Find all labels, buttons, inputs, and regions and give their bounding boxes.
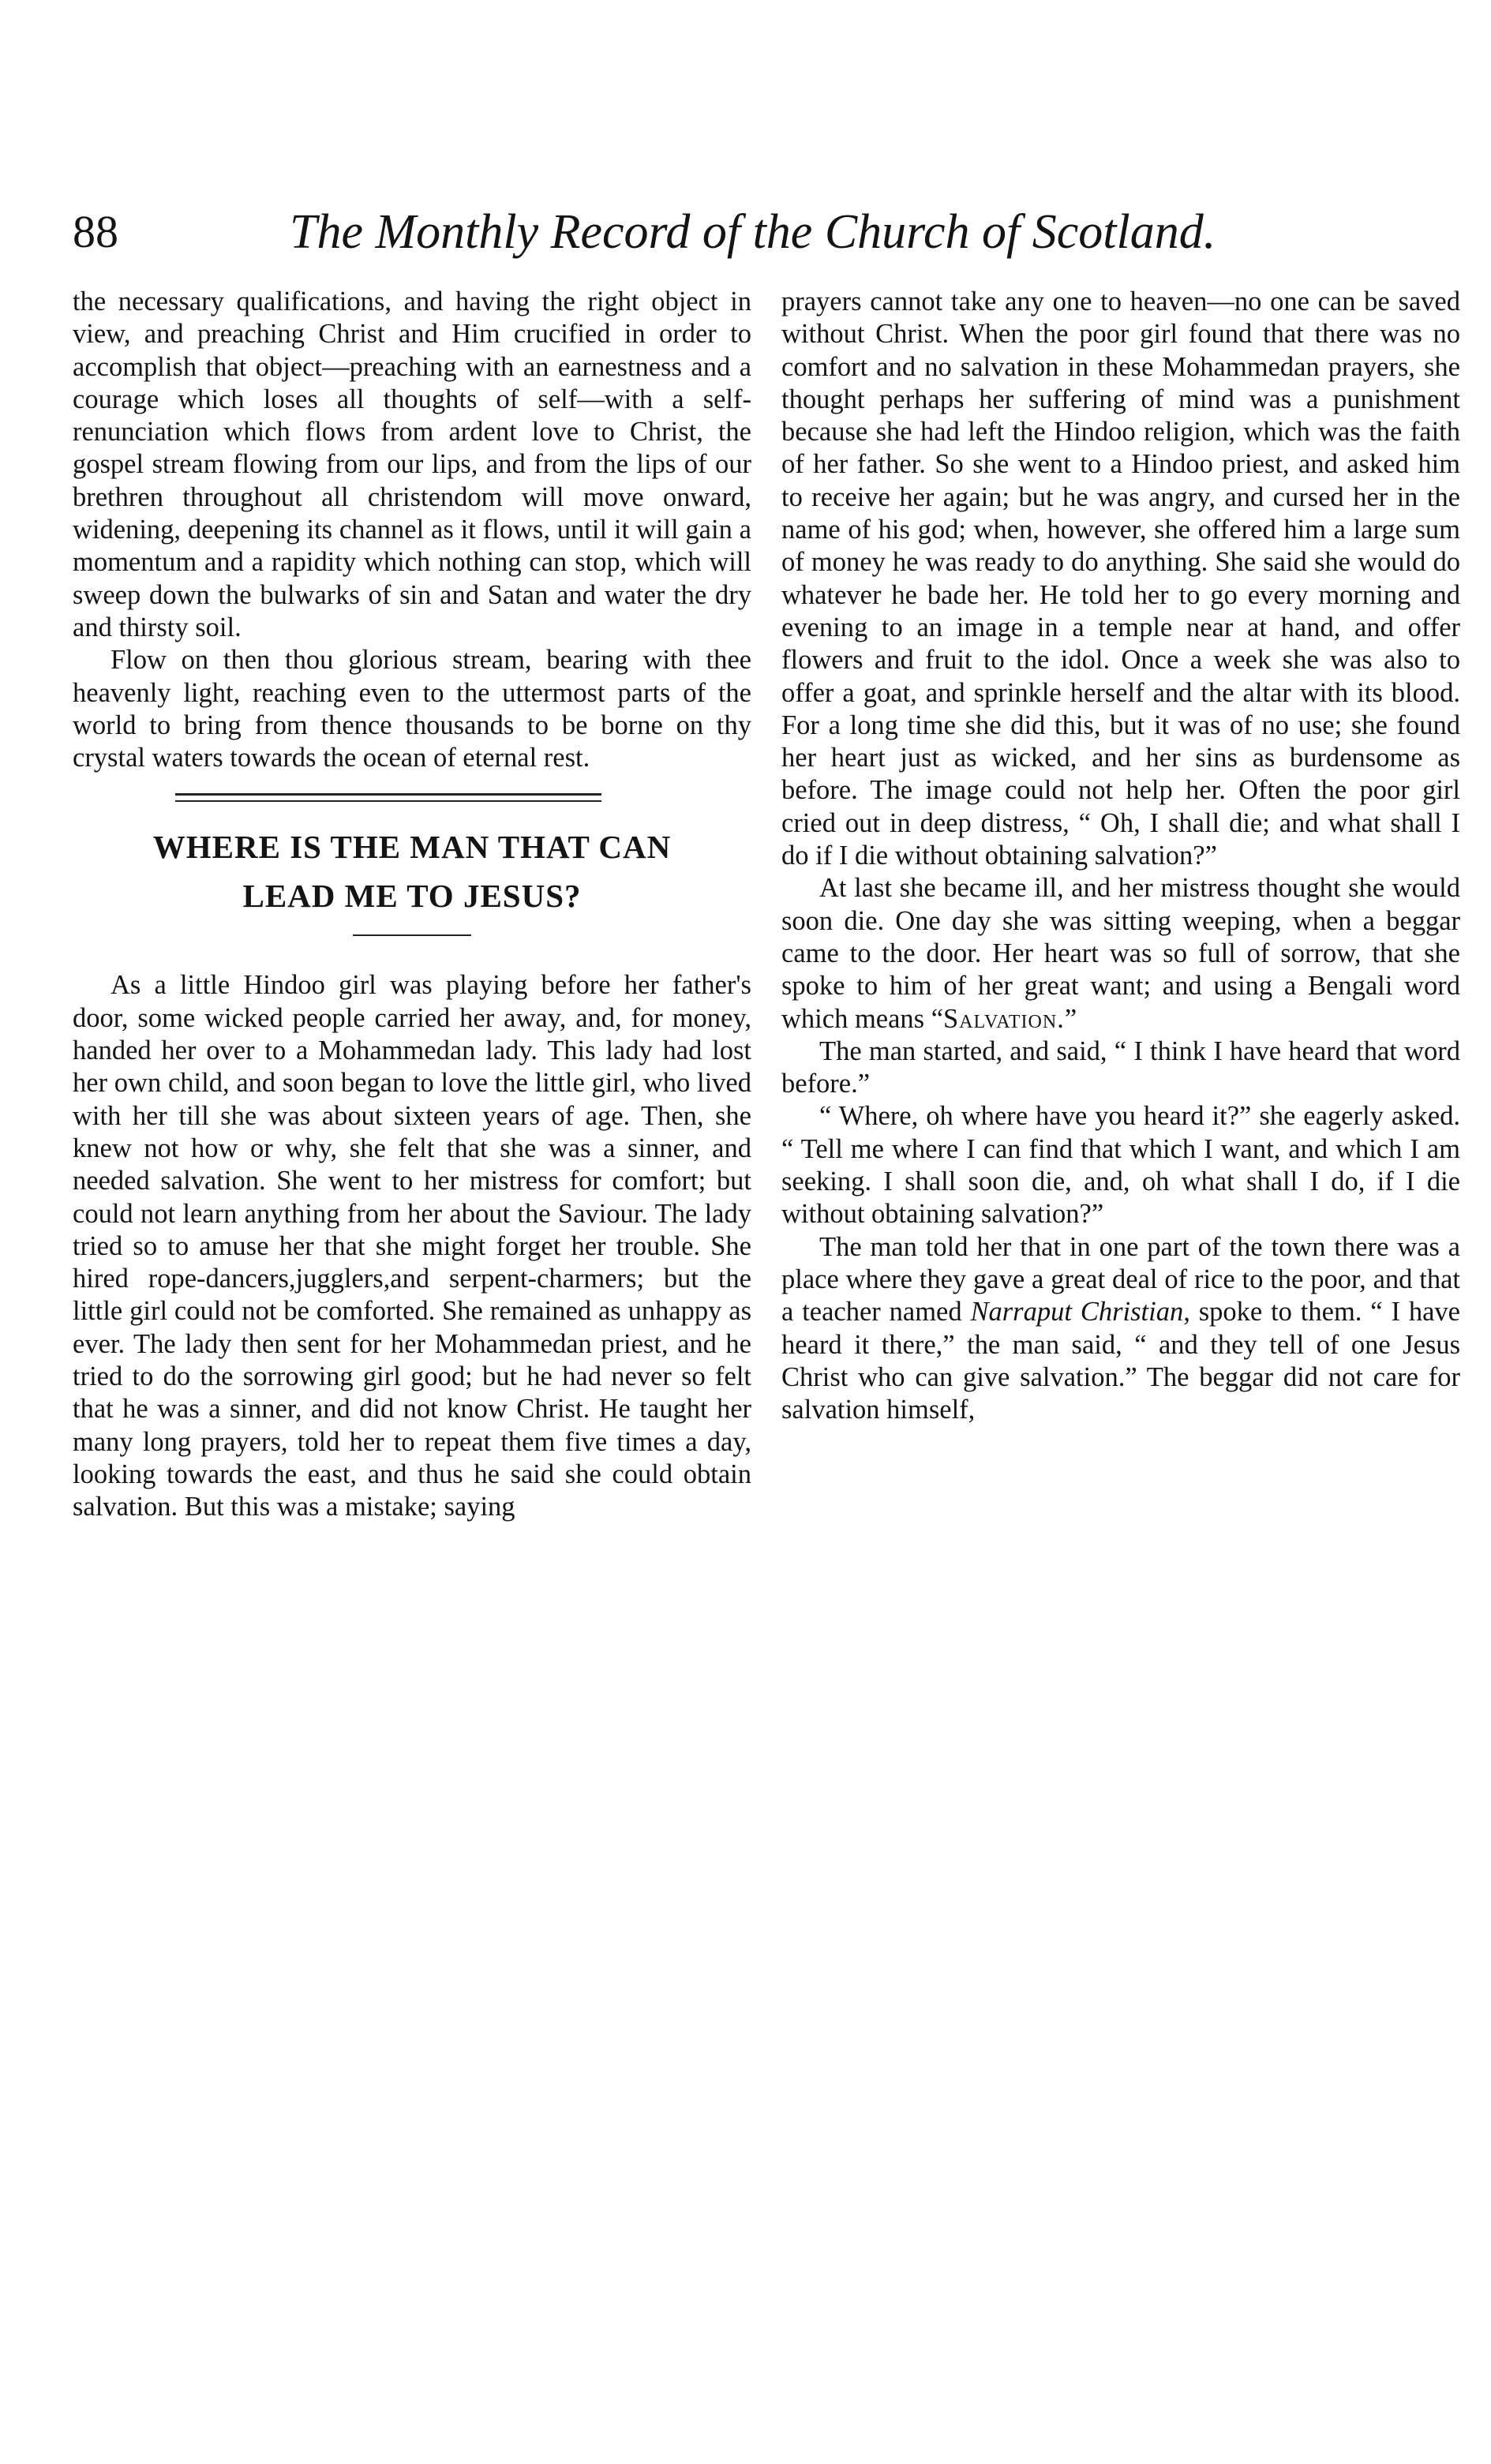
- article-heading-line-1: WHERE IS THE MAN THAT CAN: [152, 829, 672, 866]
- left-paragraph-2: Flow on then thou glorious stream, bearing with thee heavenly light, reaching even to the uttermost parts of the world to bring from thence thousands to be borne on thy crystal waters towards the ocean of eternal rest.: [73, 645, 751, 773]
- teacher-name: Narraput Christian,: [970, 1297, 1190, 1327]
- article-heading: [73, 822, 751, 920]
- right-paragraph-5: [781, 1231, 1460, 1427]
- page-header: [73, 204, 1257, 267]
- left-column: [73, 286, 751, 2417]
- running-title: The Monthly Record of the Church of Scotland.: [290, 205, 1216, 259]
- page-number: 88: [73, 206, 118, 257]
- left-paragraph-3: As a little Hindoo girl was playing before her father's door, some wicked people carried her away, and, for money, handed her over to a Mohammedan lady. This lady had lost her own child, and soon began to love the little girl, who lived with her till she was about sixteen years of age. Then, she knew not how or why, she felt that she was a sinner, and needed salvation. She went to her mistress for comfort; but could not learn anything from her about the Saviour. The lady tried so to amuse her that she might forget her trouble. She hired rope-dancers,jugglers,and serpent-charmers; but the little girl could not be comforted. She remained as unhappy as ever. The lady then sent for her Mohammedan priest, and he tried to do the sorrowing girl good; but he had never so felt that he was a sinner, and did not know Christ. He taught her many long prayers, told her to repeat them five times a day, looking towards the east, and thus he said she could obtain salvation. But this was a mistake; saying: [73, 970, 751, 1522]
- right-paragraph-1: prayers cannot take any one to heaven—no one can be saved without Christ. When the poor girl found that there was no comfort and no salvation in these Mohammedan prayers, she thought perhaps her suffering of mind was a punishment because she had left the Hindoo religion, which was the faith of her father. So she went to a Hindoo priest, and asked him to receive her again; but he was angry, and cursed her in the name of his god; when, however, she offered him a large sum of money he was ready to do anything. She said she would do whatever he bade her. He told her to go every morning and evening to an image in a temple near at hand, and offer flowers and fruit to the idol. Once a week she was also to offer a goat, and sprinkle herself and the altar with its blood. For a long time she did this, but it was of no use; she found her heart just as wicked, and her sins as burdensome as before. The image could not help her. Often the poor girl cried out in deep distress, “ Oh, I shall die; and what shall I do if I die without obtaining salvation?”: [781, 286, 1460, 871]
- salvation-word: Salvation.: [943, 1003, 1065, 1034]
- right-paragraph-2-text: At last she became ill, and her mistress thought she would soon die. One day she was sitting weeping, when a beggar came to the door. Her heart was so full of sorrow, that she spoke to him of her great want; and using a Bengali word which means “: [781, 873, 1460, 1034]
- section-divider: [175, 793, 601, 802]
- right-paragraph-2-end: ”: [1064, 1003, 1077, 1034]
- right-paragraph-4: “ Where, oh where have you heard it?” she eagerly asked. “ Tell me where I can find that which I want, and which I am seeking. I shall soon die, and, oh what shall I do, if I die without obtaining salvation?”: [781, 1101, 1460, 1230]
- right-paragraph-5-b: spoke to them. “ I have heard it there,” the man said, “ and they tell of one Jesus Christ who can give salvation.” The beggar did not care for salvation himself,: [781, 1297, 1460, 1425]
- right-paragraph-3: The man started, and said, “ I think I have heard that word before.”: [781, 1035, 1460, 1099]
- left-paragraph-1: the necessary qualifications, and having the right object in view, and preaching Christ and Him crucified in order to accomplish that object—preaching with an earnestness and a courage which loses all thoughts of self—with a self-renunciation which flows from ardent love to Christ, the gospel stream flowing from our lips, and from the lips of our brethren throughout all christendom will move onward, widening, deepening its channel as it flows, until it will gain a momentum and a rapidity which nothing can stop, which will sweep down the bulwarks of sin and Satan and water the dry and thirsty soil.: [73, 286, 751, 642]
- right-column: [781, 286, 1460, 2417]
- article-heading-line-2: LEAD ME TO JESUS?: [242, 878, 582, 915]
- right-paragraph-2: [781, 872, 1460, 1035]
- right-paragraph-5-a: The man told her that in one part of the town there was a place where they gave a great deal of rice to the poor, and that a teacher named: [781, 1231, 1460, 1327]
- heading-rule: [353, 934, 471, 936]
